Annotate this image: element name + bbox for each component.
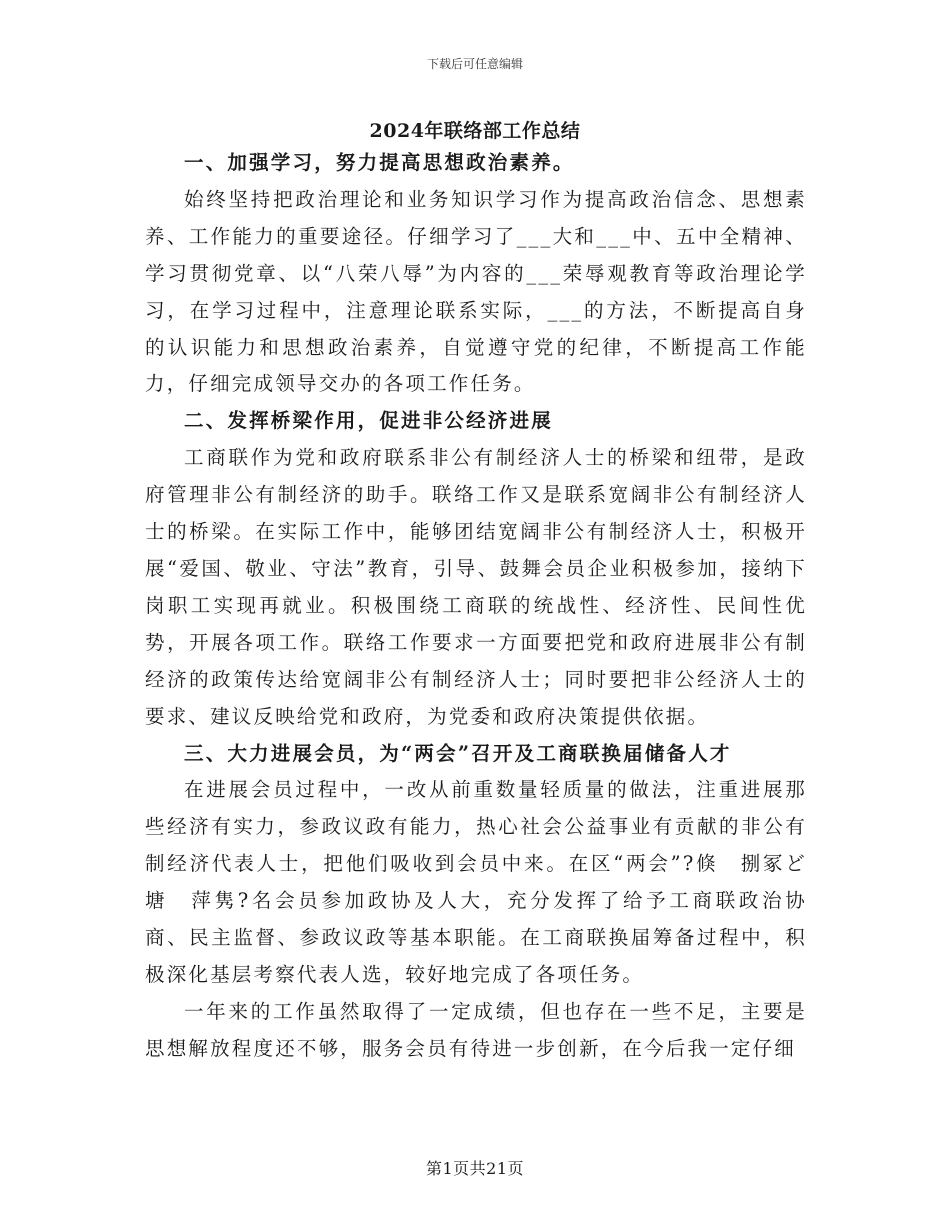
page-number-footer: 第1页共21页: [425, 1159, 525, 1178]
header-note: 下载后可任意编辑: [426, 57, 523, 71]
section-heading-3: 三、大力进展会员，为“两会”召开及工商联换届储备人才: [184, 741, 732, 765]
section-2-paragraph-1: 工商联作为党和政府联系非公有制经济人士的桥梁和纽带，是政府管理非公有制经济的助手。联络工作又是联系宽阔非公有制经济人士的桥梁。在实际工作中，能够团结宽阔非公有制经济人士，积极开展“爱国、敬业、守法”教育，引导、鼓舞会员企业积极参加，接纳下岗职工实现再就业。积极围绕工商联的统战性、经济性、民间性优势，开展各项工作。联络工作要求一方面要把党和政府进展非公有制经济的政策传达给宽阔非公有制经济人士；同时要把非公经济人士的要求、建议反映给党和政府，为党委和政府决策提供依据。: [145, 446, 807, 728]
section-3-paragraph-2: 一年来的工作虽然取得了一定成绩，但也存在一些不足，主要是思想解放程度还不够，服务会员有待进一步创新，在今后我一定仔细: [145, 999, 807, 1060]
document-title: 2024年联络部工作总结: [369, 120, 581, 142]
section-1-paragraph-1: 始终坚持把政治理论和业务知识学习作为提高政治信念、思想素养、工作能力的重要途径。仔细学习了___大和___中、五中全精神、学习贯彻党章、以“八荣八辱”为内容的___荣辱观教育等政治理论学习，在学习过程中，注意理论联系实际，___的方法，不断提高自身的认识能力和思想政治素养，自觉遵守党的纪律，不断提高工作能力，仔细完成领导交办的各项工作任务。: [145, 187, 807, 396]
document-body: [145, 145, 807, 1068]
section-3-paragraph-1: 在进展会员过程中，一改从前重数量轻质量的做法，注重进展那些经济有实力，参政议政有能力，热心社会公益事业有贡献的非公有制经济代表人士，把他们吸收到会员中来。在区“两会”?倏 捌冢ど塘 萍隽?名会员参加政协及人大，充分发挥了给予工商联政治协商、民主监督、参政议政等基本职能。在工商联换届筹备过程中，积极深化基层考察代表人选，较好地完成了各项任务。: [145, 778, 807, 986]
section-heading-2: 二、发挥桥梁作用，促进非公经济进展: [184, 409, 553, 433]
section-heading-1: 一、加强学习，努力提高思想政治素养。: [184, 151, 575, 174]
